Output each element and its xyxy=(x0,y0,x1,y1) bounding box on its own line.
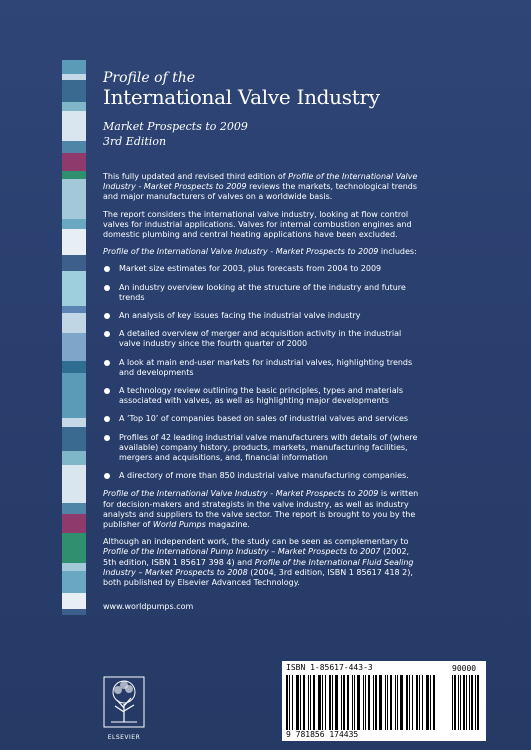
barcode-bar xyxy=(341,675,342,730)
barcode-bar xyxy=(395,675,396,730)
publisher-logo xyxy=(103,676,145,740)
barcode-bar xyxy=(313,675,315,730)
spine-stripe xyxy=(62,451,86,465)
addon-bar xyxy=(458,675,459,730)
spine-stripe xyxy=(62,593,86,609)
spine-stripe xyxy=(62,333,86,361)
barcode-bar xyxy=(318,675,321,730)
subtitle: Market Prospects to 2009 xyxy=(103,120,248,133)
barcode-bar xyxy=(343,675,345,730)
barcode-bar xyxy=(385,675,386,730)
list-item: A look at main end-user markets for industrial valves, highlighting trends and developments xyxy=(103,358,423,378)
addon-bar xyxy=(475,675,476,730)
spine-stripe xyxy=(62,80,86,102)
spine-stripe xyxy=(62,609,86,615)
scope-paragraph: The report considers the international valve industry, looking at flow control valves for industrial applications. Valves for internal combustion engines and domestic plumbing and central heating applications have been excluded. xyxy=(103,209,412,240)
barcode-bar xyxy=(390,675,392,730)
list-item: Profiles of 42 leading industrial valve manufacturers with details of (where available) company history, products, markets, manufacturing facilities, mergers and acquisitions, and, financial information xyxy=(103,433,423,464)
list-item: A directory of more than 850 industrial valve manufacturing companies. xyxy=(103,471,423,481)
addon-bar xyxy=(452,675,453,730)
barcode-bar xyxy=(433,675,435,730)
includes-heading: Profile of the International Valve Industry - Market Prospects to 2009 includes: xyxy=(103,247,417,257)
blurb-text xyxy=(103,172,423,613)
spine-stripe xyxy=(62,60,86,74)
ean-barcode xyxy=(286,675,446,730)
isbn-label: ISBN 1-85617-443-3 xyxy=(286,663,373,672)
barcode-bar xyxy=(373,675,374,730)
barcode-bar xyxy=(335,675,338,730)
barcode-bar xyxy=(354,675,355,730)
barcode-bar xyxy=(332,675,333,730)
spine-stripe xyxy=(62,271,86,306)
spine-stripe xyxy=(62,111,86,141)
barcode-bar xyxy=(379,675,382,730)
addon-bar xyxy=(460,675,461,730)
spine-stripe xyxy=(62,102,86,111)
addon-bar xyxy=(454,675,456,730)
barcode-bar xyxy=(430,675,431,730)
barcode-bar xyxy=(347,675,349,730)
spine-stripe xyxy=(62,306,86,313)
barcode-bar xyxy=(406,675,408,730)
spine-stripe xyxy=(62,514,86,533)
spine-stripe xyxy=(62,313,86,333)
spine-stripe xyxy=(62,373,86,418)
website-link[interactable]: www.worldpumps.com xyxy=(103,602,194,612)
barcode-bar xyxy=(310,675,311,730)
barcode-bar xyxy=(325,675,326,730)
barcode-bar xyxy=(357,675,360,730)
bullet-icon xyxy=(104,266,110,272)
publisher-name: ELSEVIER xyxy=(107,734,141,741)
related-titles-paragraph: Although an independent work, the study can be seen as complementary to Profile of the International Pump Industry – Market Prospects to 2007 (2002, 5th edition, ISBN 1 85617 398 4) and Profile of the International Fluid Sealing Industry – Market Prospects to 2008 (2004, 3rd edition, ISBN 1 85617 418 2), both published by Elsevier Advanced Technology. xyxy=(103,537,414,588)
list-item: Market size estimates for 2003, plus forecasts from 2004 to 2009 xyxy=(103,264,423,274)
spine-stripe xyxy=(62,255,86,271)
edition-label: 3rd Edition xyxy=(103,135,167,148)
barcode-bar xyxy=(426,675,429,730)
barcode-bar xyxy=(289,675,290,730)
spine-stripe xyxy=(62,418,86,427)
price-code: 90000 xyxy=(452,664,477,673)
barcode-bar xyxy=(419,675,420,730)
barcode-bar xyxy=(296,675,299,730)
barcode-bar xyxy=(363,675,364,730)
spine-stripe xyxy=(62,141,86,153)
barcode-bar xyxy=(416,675,418,730)
addon-bar xyxy=(477,675,479,730)
barcode-bar xyxy=(286,675,288,730)
barcode-block xyxy=(282,661,486,741)
barcode-bar xyxy=(303,675,305,730)
list-item: A detailed overview of merger and acquisition activity in the industrial valve industry since the fourth quarter of 2000 xyxy=(103,329,423,349)
spine-stripe xyxy=(62,563,86,571)
title-block xyxy=(103,70,380,148)
barcode-bar xyxy=(409,675,410,730)
bullet-icon xyxy=(104,313,110,319)
contents-list xyxy=(103,264,423,481)
list-item: An industry overview looking at the structure of the industry and future trends xyxy=(103,283,423,303)
barcode-bar xyxy=(422,675,423,730)
barcode-bar xyxy=(375,675,377,730)
book-title: International Valve Industry xyxy=(103,85,380,109)
barcode-bar xyxy=(365,675,366,730)
list-item: A ‘Top 10’ of companies based on sales of industrial valves and services xyxy=(103,414,423,424)
barcode-bar xyxy=(292,675,293,730)
spine-stripe xyxy=(62,229,86,255)
audience-paragraph: Profile of the International Valve Industry - Market Prospects to 2009 is written for decision-makers and strategists in the valve industry, as well as industry analysts and suppliers to the valve sector. The report is brought to you by the publisher of World Pumps magazine. xyxy=(103,489,419,530)
spine-stripe xyxy=(62,427,86,451)
spine-stripe xyxy=(62,171,86,179)
barcode-bar xyxy=(397,675,398,730)
barcode-bar xyxy=(308,675,309,730)
bullet-icon xyxy=(104,285,110,291)
barcode-bar xyxy=(368,675,370,730)
bullet-icon xyxy=(104,331,110,337)
spine-stripe xyxy=(62,533,86,563)
spine-stripe xyxy=(62,179,86,219)
bullet-icon xyxy=(104,473,110,479)
spine-stripe xyxy=(62,361,86,373)
intro-paragraph: This fully updated and revised third edition of Profile of the International Valve Industry - Market Prospects to 2009 reviews the markets, technological trends and major manufacturers of valves on a worldwide basis. xyxy=(103,172,418,202)
barcode-bar xyxy=(387,675,388,730)
barcode-bar xyxy=(322,675,323,730)
tree-emblem-icon xyxy=(103,676,145,728)
barcode-number: 9 781856 174435 xyxy=(286,730,359,739)
barcode-bar xyxy=(329,675,331,730)
spine-stripe xyxy=(62,153,86,171)
addon-barcode xyxy=(452,675,482,730)
spine-stripe xyxy=(62,571,86,593)
addon-bar xyxy=(469,675,470,730)
barcode-bar xyxy=(300,675,301,730)
title-line-1: Profile of the xyxy=(103,70,196,86)
addon-bar xyxy=(466,675,467,730)
barcode-bar xyxy=(412,675,413,730)
barcode-bar xyxy=(400,675,403,730)
list-item: A technology review outlining the basic principles, types and materials associated with valves, as well as highlighting major developments xyxy=(103,386,423,406)
bullet-icon xyxy=(104,388,110,394)
spine-stripe xyxy=(62,465,86,503)
color-stripe-band xyxy=(62,60,86,615)
spine-stripe xyxy=(62,503,86,514)
bullet-icon xyxy=(104,360,110,366)
addon-bar xyxy=(471,675,473,730)
barcode-bar xyxy=(352,675,353,730)
list-item: An analysis of key issues facing the industrial valve industry xyxy=(103,311,423,321)
spine-stripe xyxy=(62,219,86,229)
bullet-icon xyxy=(104,435,110,441)
bullet-icon xyxy=(104,416,110,422)
addon-bar xyxy=(463,675,465,730)
